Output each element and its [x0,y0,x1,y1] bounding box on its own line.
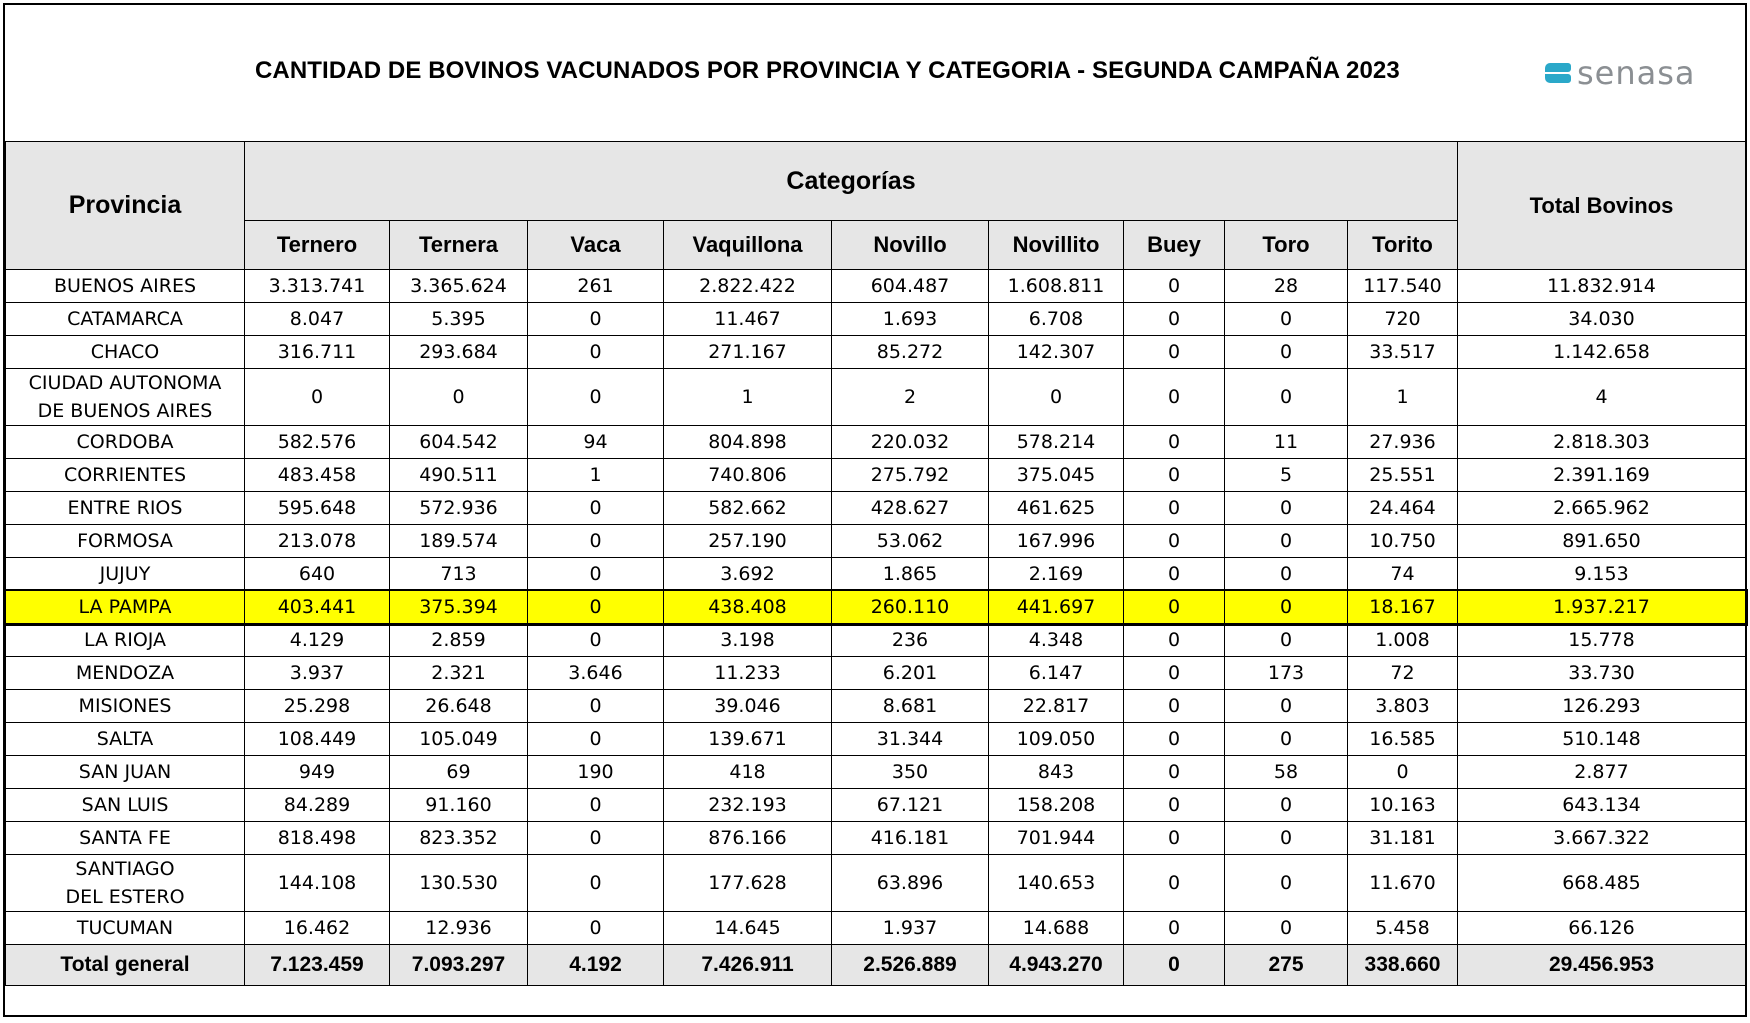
value-cell: 3.692 [664,558,832,591]
value-cell: 0 [1225,492,1348,525]
total-cell: 66.126 [1458,912,1746,945]
value-cell: 109.050 [989,723,1124,756]
value-cell: 11.467 [664,303,832,336]
value-cell: 84.289 [245,789,390,822]
value-cell: 0 [1124,369,1225,426]
value-cell: 0 [1124,756,1225,789]
header-toro: Toro [1225,221,1348,270]
value-cell: 0 [1124,558,1225,591]
value-cell: 0 [528,789,664,822]
province-cell [6,624,245,657]
total-cell: 2.391.169 [1458,459,1746,492]
province-cell [6,303,245,336]
value-cell: 582.576 [245,426,390,459]
value-cell: 220.032 [832,426,989,459]
value-cell: 139.671 [664,723,832,756]
value-cell: 0 [390,369,528,426]
value-cell: 2.822.422 [664,270,832,303]
value-cell: 28 [1225,270,1348,303]
total-value-cell: 4.943.270 [989,945,1124,986]
province-cell [6,789,245,822]
province-name: CIUDAD AUTONOMA [28,372,222,394]
value-cell: 403.441 [245,591,390,624]
total-value-cell: 2.526.889 [832,945,989,986]
province-name: CORRIENTES [63,464,187,486]
report-header [5,5,1745,139]
value-cell: 1.937 [832,912,989,945]
province-name: LA RIOJA [83,629,167,651]
value-cell: 0 [1225,822,1348,855]
table-row [6,789,1746,822]
total-value-cell: 7.093.297 [390,945,528,986]
value-cell: 158.208 [989,789,1124,822]
table-row [6,591,1746,624]
total-cell: 2.665.962 [1458,492,1746,525]
table-row [6,624,1746,657]
province-cell [6,756,245,789]
province-name: SALTA [96,728,154,750]
table-row [6,525,1746,558]
header-torito: Torito [1348,221,1458,270]
header-categorias: Categorías [245,142,1458,221]
value-cell: 418 [664,756,832,789]
value-cell: 1.608.811 [989,270,1124,303]
value-cell: 375.045 [989,459,1124,492]
value-cell: 595.648 [245,492,390,525]
value-cell: 3.365.624 [390,270,528,303]
province-cell [6,459,245,492]
province-name: SAN LUIS [81,794,169,816]
value-cell: 0 [528,492,664,525]
value-cell: 4.129 [245,624,390,657]
province-name: LA PAMPA [78,596,172,618]
value-cell: 6.147 [989,657,1124,690]
value-cell: 58 [1225,756,1348,789]
province-name: SANTIAGO [75,858,175,880]
table-row [6,855,1746,912]
total-cell: 15.778 [1458,624,1746,657]
value-cell: 1 [1348,369,1458,426]
province-name: TUCUMAN [76,917,174,939]
value-cell: 105.049 [390,723,528,756]
value-cell: 0 [989,369,1124,426]
header-vaca: Vaca [528,221,664,270]
value-cell: 1.865 [832,558,989,591]
value-cell: 0 [1124,657,1225,690]
province-cell [6,912,245,945]
value-cell: 25.551 [1348,459,1458,492]
value-cell: 582.662 [664,492,832,525]
province-cell [6,591,245,624]
value-cell: 260.110 [832,591,989,624]
table-row [6,459,1746,492]
value-cell: 0 [1124,270,1225,303]
senasa-logo-icon [1545,61,1571,85]
value-cell: 173 [1225,657,1348,690]
value-cell: 804.898 [664,426,832,459]
value-cell: 190 [528,756,664,789]
value-cell: 0 [1225,855,1348,912]
value-cell: 14.688 [989,912,1124,945]
value-cell: 483.458 [245,459,390,492]
value-cell: 63.896 [832,855,989,912]
value-cell: 0 [1225,723,1348,756]
total-value-cell: 7.123.459 [245,945,390,986]
value-cell: 12.936 [390,912,528,945]
value-cell: 53.062 [832,525,989,558]
value-cell: 167.996 [989,525,1124,558]
value-cell: 0 [1124,492,1225,525]
value-cell: 144.108 [245,855,390,912]
value-cell: 8.681 [832,690,989,723]
value-cell: 0 [1225,558,1348,591]
header-vaquillona: Vaquillona [664,221,832,270]
total-cell: 3.667.322 [1458,822,1746,855]
province-name: MENDOZA [75,662,175,684]
value-cell: 2.321 [390,657,528,690]
header-ternera: Ternera [390,221,528,270]
value-cell: 25.298 [245,690,390,723]
value-cell: 85.272 [832,336,989,369]
value-cell: 701.944 [989,822,1124,855]
value-cell: 39.046 [664,690,832,723]
total-value-cell: 7.426.911 [664,945,832,986]
value-cell: 5.458 [1348,912,1458,945]
value-cell: 0 [528,369,664,426]
value-cell: 316.711 [245,336,390,369]
value-cell: 236 [832,624,989,657]
value-cell: 416.181 [832,822,989,855]
table-row [6,690,1746,723]
value-cell: 0 [528,690,664,723]
value-cell: 428.627 [832,492,989,525]
value-cell: 1.008 [1348,624,1458,657]
value-cell: 823.352 [390,822,528,855]
total-general-label: Total general [6,945,245,986]
province-name-line2: DE BUENOS AIRES [37,400,213,422]
value-cell: 350 [832,756,989,789]
value-cell: 0 [1348,756,1458,789]
value-cell: 0 [528,558,664,591]
province-name: CATAMARCA [67,308,183,330]
value-cell: 720 [1348,303,1458,336]
province-cell [6,426,245,459]
value-cell: 177.628 [664,855,832,912]
total-value-cell: 0 [1124,945,1225,986]
value-cell: 438.408 [664,591,832,624]
total-general-row [6,945,1746,986]
value-cell: 441.697 [989,591,1124,624]
province-name: CHACO [90,341,160,363]
value-cell: 11.670 [1348,855,1458,912]
value-cell: 0 [1225,912,1348,945]
value-cell: 818.498 [245,822,390,855]
province-cell [6,690,245,723]
value-cell: 375.394 [390,591,528,624]
value-cell: 94 [528,426,664,459]
province-cell [6,822,245,855]
value-cell: 0 [1225,789,1348,822]
province-name: SAN JUAN [78,761,172,783]
value-cell: 5.395 [390,303,528,336]
total-cell: 510.148 [1458,723,1746,756]
header-novillo: Novillo [832,221,989,270]
value-cell: 0 [1225,525,1348,558]
value-cell: 3.937 [245,657,390,690]
total-value-cell: 338.660 [1348,945,1458,986]
value-cell: 16.462 [245,912,390,945]
value-cell: 271.167 [664,336,832,369]
province-name: SANTA FE [79,827,171,849]
report-title: CANTIDAD DE BOVINOS VACUNADOS POR PROVINCIA Y CATEGORIA - SEGUNDA CAMPAÑA 2023 [255,57,1400,84]
value-cell: 0 [528,591,664,624]
total-cell: 33.730 [1458,657,1746,690]
value-cell: 33.517 [1348,336,1458,369]
total-cell: 668.485 [1458,855,1746,912]
value-cell: 0 [1225,369,1348,426]
header-ternero: Ternero [245,221,390,270]
province-name-line2: DEL ESTERO [65,886,185,908]
value-cell: 0 [1124,624,1225,657]
province-cell [6,369,245,426]
value-cell: 6.201 [832,657,989,690]
total-cell: 9.153 [1458,558,1746,591]
table-row [6,657,1746,690]
value-cell: 117.540 [1348,270,1458,303]
province-cell [6,525,245,558]
value-cell: 876.166 [664,822,832,855]
value-cell: 261 [528,270,664,303]
value-cell: 0 [528,624,664,657]
value-cell: 0 [1124,912,1225,945]
value-cell: 3.646 [528,657,664,690]
table-row [6,558,1746,591]
value-cell: 0 [1225,336,1348,369]
value-cell: 461.625 [989,492,1124,525]
header-novillito: Novillito [989,221,1124,270]
value-cell: 0 [1124,459,1225,492]
value-cell: 257.190 [664,525,832,558]
value-cell: 293.684 [390,336,528,369]
province-cell [6,855,245,912]
province-cell [6,492,245,525]
value-cell: 1 [664,369,832,426]
value-cell: 3.313.741 [245,270,390,303]
total-cell: 2.877 [1458,756,1746,789]
province-cell [6,558,245,591]
total-value-cell: 4.192 [528,945,664,986]
province-name: CORDOBA [76,431,174,453]
table-row [6,912,1746,945]
value-cell: 0 [1124,822,1225,855]
header-provincia: Provincia [6,142,245,270]
value-cell: 72 [1348,657,1458,690]
province-cell [6,657,245,690]
value-cell: 572.936 [390,492,528,525]
value-cell: 0 [245,369,390,426]
value-cell: 4.348 [989,624,1124,657]
value-cell: 843 [989,756,1124,789]
value-cell: 0 [1124,591,1225,624]
value-cell: 578.214 [989,426,1124,459]
value-cell: 713 [390,558,528,591]
province-name: JUJUY [99,563,151,585]
value-cell: 740.806 [664,459,832,492]
value-cell: 0 [1124,336,1225,369]
logo-text: senasa [1577,54,1696,92]
header-buey: Buey [1124,221,1225,270]
total-cell: 4 [1458,369,1746,426]
province-cell [6,336,245,369]
value-cell: 0 [1225,591,1348,624]
value-cell: 11.233 [664,657,832,690]
value-cell: 0 [1124,789,1225,822]
table-row [6,303,1746,336]
value-cell: 67.121 [832,789,989,822]
value-cell: 0 [528,855,664,912]
value-cell: 1.693 [832,303,989,336]
value-cell: 0 [528,525,664,558]
total-value-cell: 275 [1225,945,1348,986]
value-cell: 275.792 [832,459,989,492]
value-cell: 604.487 [832,270,989,303]
value-cell: 2.859 [390,624,528,657]
value-cell: 140.653 [989,855,1124,912]
value-cell: 10.750 [1348,525,1458,558]
value-cell: 949 [245,756,390,789]
value-cell: 26.648 [390,690,528,723]
value-cell: 2.169 [989,558,1124,591]
total-cell: 2.818.303 [1458,426,1746,459]
value-cell: 232.193 [664,789,832,822]
table-row [6,822,1746,855]
value-cell: 24.464 [1348,492,1458,525]
value-cell: 0 [528,303,664,336]
province-name: FORMOSA [77,530,173,552]
value-cell: 142.307 [989,336,1124,369]
value-cell: 640 [245,558,390,591]
value-cell: 0 [1124,303,1225,336]
value-cell: 0 [528,723,664,756]
total-cell: 34.030 [1458,303,1746,336]
value-cell: 130.530 [390,855,528,912]
value-cell: 6.708 [989,303,1124,336]
value-cell: 0 [1124,723,1225,756]
value-cell: 0 [1124,525,1225,558]
value-cell: 22.817 [989,690,1124,723]
value-cell: 69 [390,756,528,789]
value-cell: 0 [1124,855,1225,912]
value-cell: 108.449 [245,723,390,756]
value-cell: 604.542 [390,426,528,459]
total-cell: 1.937.217 [1458,591,1746,624]
value-cell: 31.181 [1348,822,1458,855]
table-row [6,426,1746,459]
value-cell: 0 [1225,624,1348,657]
value-cell: 213.078 [245,525,390,558]
value-cell: 0 [528,336,664,369]
value-cell: 27.936 [1348,426,1458,459]
value-cell: 10.163 [1348,789,1458,822]
total-cell: 11.832.914 [1458,270,1746,303]
table-row [6,492,1746,525]
province-name: MISIONES [78,695,172,717]
vaccination-table [5,141,1746,986]
value-cell: 3.198 [664,624,832,657]
value-cell: 0 [1225,690,1348,723]
total-cell: 891.650 [1458,525,1746,558]
value-cell: 490.511 [390,459,528,492]
value-cell: 16.585 [1348,723,1458,756]
value-cell: 14.645 [664,912,832,945]
value-cell: 8.047 [245,303,390,336]
value-cell: 18.167 [1348,591,1458,624]
senasa-logo [1545,55,1696,91]
value-cell: 0 [528,912,664,945]
total-cell: 643.134 [1458,789,1746,822]
value-cell: 0 [528,822,664,855]
table-row [6,723,1746,756]
header-total-bovinos: Total Bovinos [1458,142,1746,270]
report-frame [3,3,1747,1017]
table-row [6,336,1746,369]
province-name: BUENOS AIRES [53,275,197,297]
province-cell [6,270,245,303]
total-cell: 1.142.658 [1458,336,1746,369]
province-cell [6,723,245,756]
total-value-cell: 29.456.953 [1458,945,1746,986]
value-cell: 0 [1124,426,1225,459]
table-row [6,270,1746,303]
value-cell: 189.574 [390,525,528,558]
value-cell: 0 [1124,690,1225,723]
value-cell: 11 [1225,426,1348,459]
value-cell: 31.344 [832,723,989,756]
total-cell: 126.293 [1458,690,1746,723]
value-cell: 74 [1348,558,1458,591]
value-cell: 0 [1225,303,1348,336]
value-cell: 2 [832,369,989,426]
table-row [6,756,1746,789]
province-name: ENTRE RIOS [67,497,183,519]
value-cell: 91.160 [390,789,528,822]
table-row [6,369,1746,426]
value-cell: 5 [1225,459,1348,492]
value-cell: 3.803 [1348,690,1458,723]
value-cell: 1 [528,459,664,492]
